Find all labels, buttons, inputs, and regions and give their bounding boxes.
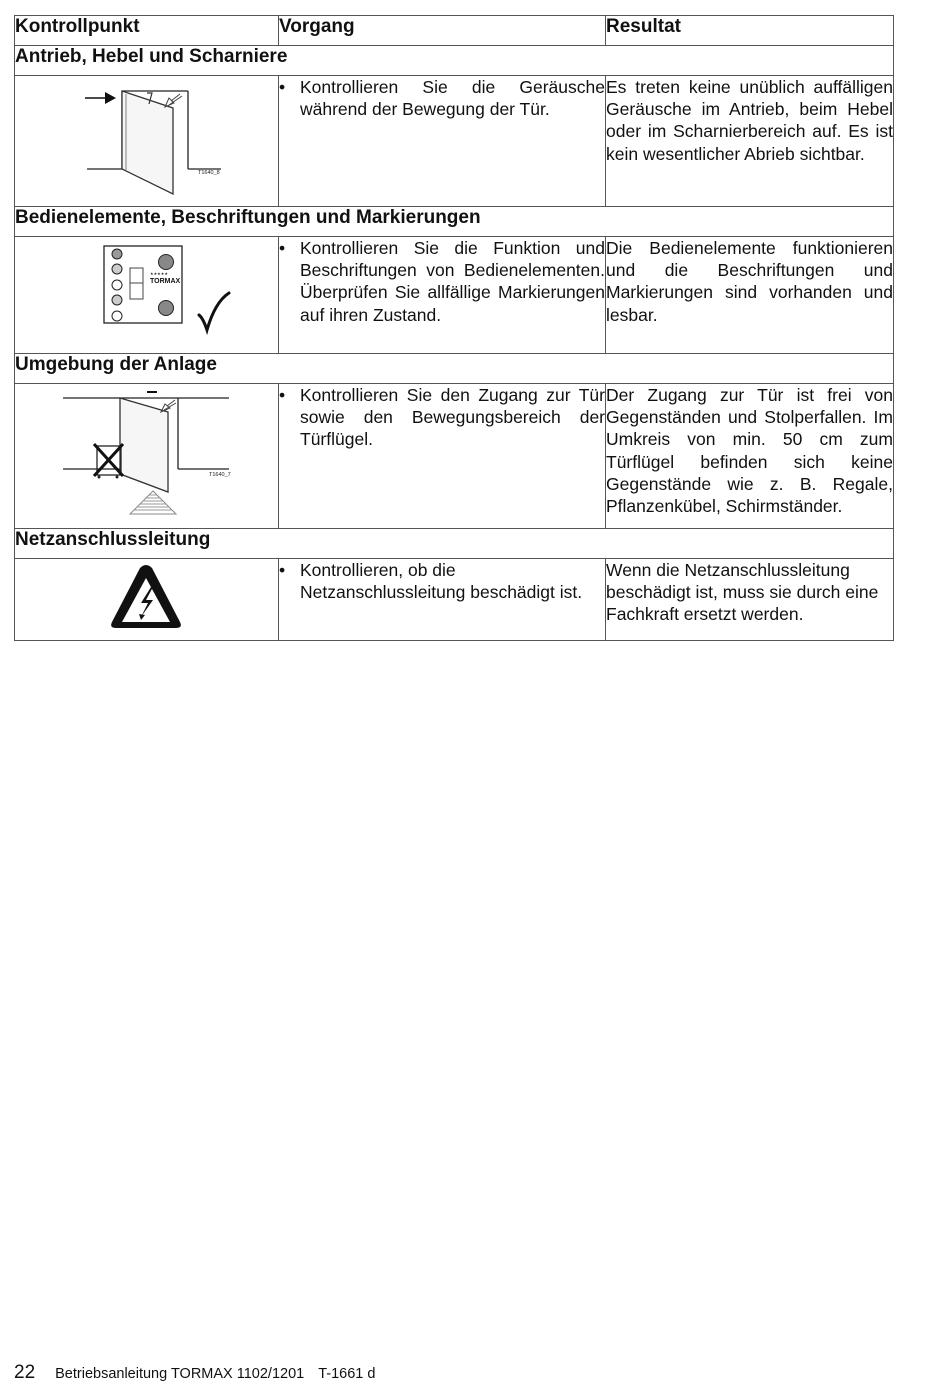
document-title: Betriebsanleitung TORMAX 1102/1201 [55,1366,305,1382]
vorgang-cell [279,237,606,354]
resultat-cell: Wenn die Netzanschlussleitung beschädigt ist, muss sie durch eine Fachkraft ersetzt werden. [606,559,894,641]
vorgang-text: Kontrollieren Sie die Geräusche während der Bewegung der Tür. [300,77,605,120]
section-row [15,529,894,559]
resultat-cell: Die Bedienelemente funktionieren und die Beschriftungen und Markierungen sind vorhanden und lesbar. [606,237,894,354]
table-row [15,559,894,641]
section-row [15,207,894,237]
document-code: T-1661 d [318,1366,376,1382]
figure-cell [15,237,279,354]
vorgang-text: Kontrollieren Sie den Zugang zur Tür sowie den Bewegungsbereich der Türflügel. [300,385,605,450]
figure-cell [15,559,279,641]
figure-code: T1640_7 [209,472,231,478]
header-vorgang: Vorgang [279,16,606,46]
section-row [15,354,894,384]
section-row [15,46,894,76]
checkmark-icon [199,293,229,330]
page-footer [14,1362,375,1384]
resultat-cell: Es treten keine unüblich auffälligen Geräusche im Antrieb, beim Hebel oder im Scharnierbereich auf. Es ist kein wesentlicher Abrieb sichtbar. [606,76,894,207]
electrical-warning-icon [15,559,279,641]
vorgang-text: Kontrollieren Sie die Funktion und Beschriftungen von Bedienelementen. Überprüfen Sie allfällige Markierungen auf ihren Zustand. [300,238,605,325]
tormax-logo: TORMAX [150,278,181,285]
door-hinge-figure [15,76,279,207]
sensor-triangle [130,491,176,514]
table-row [15,76,894,207]
header-resultat: Resultat [606,16,894,46]
table-row [15,384,894,529]
vorgang-cell [279,76,606,207]
control-panel-figure [15,237,279,354]
svg-text:★★★★★: ★★★★★ [150,271,168,276]
bullet-icon: • [279,77,286,97]
table-row [15,237,894,354]
section-title: Bedienelemente, Beschriftungen und Markierungen [15,207,894,237]
inspection-table [14,15,894,641]
section-title: Umgebung der Anlage [15,354,894,384]
table-header-row [15,16,894,46]
section-title: Antrieb, Hebel und Scharniere [15,46,894,76]
section-title: Netzanschlussleitung [15,529,894,559]
vorgang-cell [279,384,606,529]
bullet-icon: • [279,238,286,258]
vorgang-text: Kontrollieren, ob die Netzanschlussleitung beschädigt ist. [300,560,583,603]
vorgang-cell [279,559,606,641]
header-kontrollpunkt: Kontrollpunkt [15,16,279,46]
page-number: 22 [14,1362,36,1383]
door-environment-figure [15,384,279,529]
figure-cell [15,384,279,529]
bullet-icon: • [279,560,286,580]
figure-cell [15,76,279,207]
figure-code: T1640_8 [198,170,220,176]
bullet-icon: • [279,385,286,405]
resultat-cell: Der Zugang zur Tür ist frei von Gegenständen und Stolperfallen. Im Umkreis von min. 50 cm zum Türflügel befinden sich keine Gegenstände wie z. B. Regale, Pflanzenkübel, Schirmständer. [606,384,894,529]
